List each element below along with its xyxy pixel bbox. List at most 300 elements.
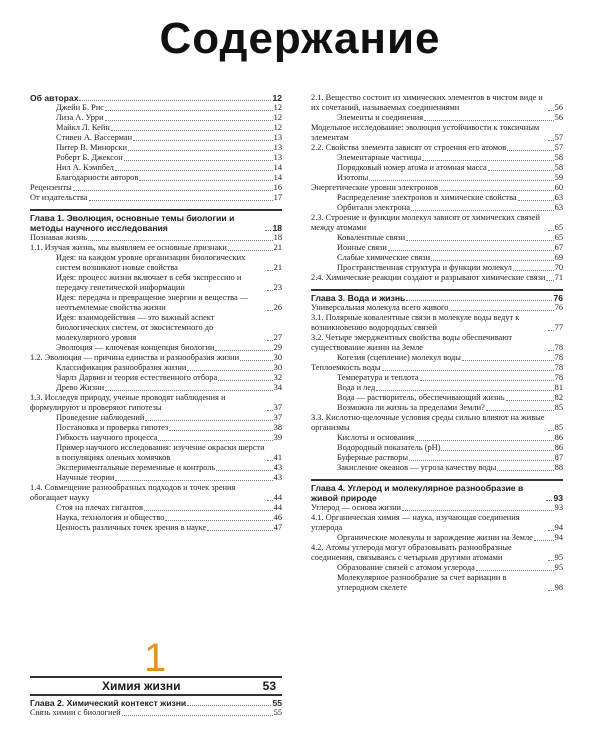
toc-entry-page: 85 bbox=[554, 423, 563, 432]
dot-leader bbox=[267, 460, 273, 461]
toc-entry-page: 23 bbox=[273, 283, 282, 292]
toc-entry-title: Экспериментальные переменные и контроль bbox=[56, 463, 216, 472]
toc-left-bottom bbox=[30, 698, 282, 718]
toc-entry-page: 39 bbox=[273, 433, 282, 442]
toc-entry[interactable] bbox=[311, 263, 563, 273]
toc-entry[interactable] bbox=[311, 233, 563, 243]
toc-entry[interactable] bbox=[30, 163, 282, 173]
toc-entry-page: 30 bbox=[273, 353, 282, 362]
dot-leader bbox=[228, 250, 273, 251]
toc-entry-page: 29 bbox=[273, 343, 282, 352]
toc-entry-title: 2.2. Свойства элемента зависят от строения его атомов bbox=[311, 143, 507, 152]
toc-entry-title: От издательства bbox=[30, 193, 88, 202]
toc-entry[interactable] bbox=[311, 513, 563, 533]
toc-entry-title: Глава 3. Вода и жизнь bbox=[311, 293, 406, 303]
toc-entry-title: Роберт Б. Джексон bbox=[56, 153, 123, 162]
dot-leader bbox=[115, 170, 273, 171]
toc-entry-title: Нил А. Кэмпбел bbox=[56, 163, 114, 172]
toc-entry-page: 60 bbox=[554, 183, 563, 192]
dot-leader bbox=[548, 140, 554, 141]
toc-entry-page: 38 bbox=[273, 423, 282, 432]
toc-entry-title: Слабые химические связи bbox=[337, 253, 431, 262]
toc-entry-title: Вода и лед bbox=[337, 383, 376, 392]
toc-entry-page: 13 bbox=[273, 143, 282, 152]
dot-leader bbox=[411, 210, 554, 211]
toc-entry[interactable] bbox=[311, 353, 563, 363]
toc-entry[interactable] bbox=[30, 153, 282, 163]
toc-entry-page: 44 bbox=[273, 493, 282, 502]
toc-entry-title: Стоя на плечах гигантов bbox=[56, 503, 143, 512]
toc-entry[interactable] bbox=[30, 523, 282, 533]
toc-entry-title: Водородный показатель (pH) bbox=[337, 443, 441, 452]
toc-entry-title: Пример научного исследования: изучение окраски шерсти в популяциях оленьих хомячков bbox=[56, 443, 265, 462]
toc-entry-title: Об авторах bbox=[30, 93, 79, 103]
dot-leader bbox=[105, 120, 273, 121]
dot-leader bbox=[548, 560, 554, 561]
dot-leader bbox=[145, 420, 272, 421]
toc-entry-title: 2.1. Вещество состоит из химических элементов в чистом виде и их сочетаний, называемых соединениями bbox=[311, 93, 543, 112]
dot-leader bbox=[409, 460, 554, 461]
dot-leader bbox=[548, 330, 554, 331]
toc-entry-title: 1.3. Исследуя природу, ученые проводят наблюдения и формулируют и проверяют гипотезы bbox=[30, 393, 226, 412]
dot-leader bbox=[382, 370, 554, 371]
dot-leader bbox=[88, 240, 272, 241]
toc-entry-title: Элементарные частицы bbox=[337, 153, 422, 162]
toc-entry-page: 71 bbox=[554, 273, 563, 282]
toc-entry[interactable] bbox=[311, 183, 563, 193]
toc-entry-title: Глава 1. Эволюция, основные темы биологии и методы научного исследования bbox=[30, 213, 235, 233]
toc-entry-title: Элементы и соединения bbox=[337, 113, 424, 122]
toc-entry-title: Распределение электронов и химические свойства bbox=[337, 193, 517, 202]
toc-entry[interactable] bbox=[311, 453, 563, 463]
toc-entry[interactable] bbox=[30, 293, 282, 313]
toc-entry-title: Модельное исследование: эволюция устойчивости к токсичным элементам bbox=[311, 123, 540, 142]
toc-entry-page: 78 bbox=[554, 363, 563, 372]
toc-entry[interactable] bbox=[311, 313, 563, 333]
toc-entry-title: 4.2. Атомы углерода могут образовывать разнообразные соединения, связываясь с четырьмя другими атомами bbox=[311, 543, 512, 562]
dot-leader bbox=[488, 170, 554, 171]
toc-entry-title: 3.2. Четыре эмерджентных свойства воды обеспечивают существование жизни на Земле bbox=[311, 333, 513, 352]
toc-entry[interactable] bbox=[311, 373, 563, 383]
toc-entry-page: 26 bbox=[273, 303, 282, 312]
toc-entry-title: Углерод — основа жизни bbox=[311, 503, 402, 512]
toc-entry-page: 77 bbox=[554, 323, 563, 332]
toc-entry-page: 94 bbox=[554, 533, 563, 542]
toc-entry-title: Образование связей с атомом углерода bbox=[337, 563, 475, 572]
dot-leader bbox=[548, 110, 554, 111]
part-header bbox=[30, 676, 282, 696]
toc-entry-page: 58 bbox=[554, 153, 563, 162]
toc-entry[interactable] bbox=[30, 93, 282, 103]
dot-leader bbox=[267, 310, 273, 311]
toc-entry-title: Ионные связи bbox=[337, 243, 387, 252]
toc-entry-page: 86 bbox=[554, 443, 563, 452]
toc-entry[interactable] bbox=[311, 303, 563, 313]
toc-entry-page: 94 bbox=[554, 523, 563, 532]
toc-entry-page: 65 bbox=[554, 233, 563, 242]
toc-entry[interactable] bbox=[30, 503, 282, 513]
toc-entry[interactable] bbox=[30, 363, 282, 373]
toc-entry-page: 13 bbox=[273, 133, 282, 142]
toc-entry-title: Изотопы bbox=[337, 173, 369, 182]
toc-entry-title: Ковалентные связи bbox=[337, 233, 406, 242]
dot-leader bbox=[486, 410, 554, 411]
toc-entry[interactable] bbox=[30, 433, 282, 443]
toc-entry-page: 13 bbox=[273, 153, 282, 162]
toc-entry-title: 2.4. Химические реакции создают и разрывают химические связи bbox=[311, 273, 546, 282]
dot-leader bbox=[439, 190, 554, 191]
toc-entry-title: Органические молекулы и зарождение жизни на Земле bbox=[337, 533, 533, 542]
dot-leader bbox=[215, 350, 272, 351]
dot-leader bbox=[187, 705, 271, 706]
dot-leader bbox=[420, 380, 554, 381]
toc-entry[interactable] bbox=[311, 163, 563, 173]
toc-entry-page: 85 bbox=[554, 403, 563, 412]
toc-entry-title: Закисление океанов — угроза качеству воды bbox=[337, 463, 497, 472]
toc-entry-title: Пространственная структура и функции молекул bbox=[337, 263, 512, 272]
toc-entry[interactable] bbox=[30, 273, 282, 293]
toc-entry[interactable] bbox=[311, 393, 563, 403]
toc-entry[interactable] bbox=[311, 413, 563, 433]
toc-entry[interactable] bbox=[30, 413, 282, 423]
toc-entry-page: 14 bbox=[273, 173, 282, 182]
toc-left-column bbox=[30, 93, 282, 533]
toc-entry-title: Глава 4. Углерод и молекулярное разнообразие в живой природе bbox=[311, 483, 524, 503]
dot-leader bbox=[79, 100, 271, 101]
toc-entry[interactable] bbox=[30, 423, 282, 433]
toc-entry-page: 57 bbox=[554, 133, 563, 142]
toc-entry-page: 18 bbox=[272, 223, 282, 233]
dot-leader bbox=[388, 250, 554, 251]
toc-entry[interactable] bbox=[30, 209, 282, 233]
dot-leader bbox=[369, 180, 553, 181]
toc-entry-page: 81 bbox=[554, 383, 563, 392]
toc-entry[interactable] bbox=[311, 203, 563, 213]
toc-entry-page: 65 bbox=[554, 223, 563, 232]
toc-entry-title: Орбитали электрона bbox=[337, 203, 410, 212]
toc-entry[interactable] bbox=[30, 473, 282, 483]
toc-entry-page: 70 bbox=[554, 263, 563, 272]
toc-entry-page: 18 bbox=[273, 233, 282, 242]
toc-entry-title: 4.1. Органическая химия — наука, изучающая соединения углерода bbox=[311, 513, 520, 532]
toc-entry-title: Стивен А. Вассерман bbox=[56, 133, 133, 142]
toc-entry-title: 1.4. Совмещение разнообразных подходов и точек зрения обогащает науку bbox=[30, 483, 236, 502]
toc-entry[interactable] bbox=[30, 133, 282, 143]
toc-entry-title: 1.2. Эволюция — причина единства и разнообразия жизни bbox=[30, 353, 240, 362]
toc-entry-page: 78 bbox=[554, 343, 563, 352]
dot-leader bbox=[548, 590, 554, 591]
toc-entry[interactable] bbox=[30, 123, 282, 133]
toc-entry-page: 12 bbox=[273, 103, 282, 112]
dot-leader bbox=[424, 120, 553, 121]
dot-leader bbox=[105, 110, 273, 111]
toc-entry[interactable] bbox=[311, 123, 563, 143]
toc-entry[interactable] bbox=[311, 289, 563, 303]
toc-entry[interactable] bbox=[30, 143, 282, 153]
dot-leader bbox=[546, 280, 553, 281]
dot-leader bbox=[376, 390, 553, 391]
dot-leader bbox=[507, 150, 553, 151]
toc-entry-page: 46 bbox=[273, 513, 282, 522]
toc-entry-page: 98 bbox=[554, 583, 563, 592]
dot-leader bbox=[548, 350, 554, 351]
toc-entry[interactable] bbox=[30, 698, 282, 708]
dot-leader bbox=[216, 470, 272, 471]
dot-leader bbox=[449, 310, 553, 311]
toc-entry-title: Возможна ли жизнь за пределами Земли? bbox=[337, 403, 485, 412]
toc-entry[interactable] bbox=[30, 253, 282, 273]
toc-entry[interactable] bbox=[30, 103, 282, 113]
toc-entry-page: 30 bbox=[273, 363, 282, 372]
dot-leader bbox=[128, 150, 273, 151]
toc-entry-title: Порядковый номер атома и атомная масса bbox=[337, 163, 487, 172]
dot-leader bbox=[548, 530, 554, 531]
dot-leader bbox=[406, 300, 552, 301]
toc-entry-page: 57 bbox=[554, 143, 563, 152]
dot-leader bbox=[122, 715, 273, 716]
dot-leader bbox=[115, 480, 272, 481]
toc-entry[interactable] bbox=[30, 443, 282, 463]
toc-entry-page: 86 bbox=[554, 433, 563, 442]
toc-entry-title: Кислоты и основания bbox=[337, 433, 415, 442]
toc-entry-page: 43 bbox=[273, 473, 282, 482]
dot-leader bbox=[133, 140, 273, 141]
toc-entry[interactable] bbox=[30, 513, 282, 523]
dot-leader bbox=[431, 260, 554, 261]
dot-leader bbox=[462, 360, 554, 361]
dot-leader bbox=[402, 510, 554, 511]
toc-entry-page: 14 bbox=[273, 163, 282, 172]
toc-entry[interactable] bbox=[311, 143, 563, 153]
toc-entry-page: 12 bbox=[273, 123, 282, 132]
dot-leader bbox=[476, 570, 554, 571]
toc-entry-page: 95 bbox=[554, 563, 563, 572]
toc-entry[interactable] bbox=[311, 253, 563, 263]
toc-entry-title: Универсальная молекула всего живого bbox=[311, 303, 449, 312]
dot-leader bbox=[267, 290, 273, 291]
toc-entry-page: 63 bbox=[554, 203, 563, 212]
toc-entry-title: Гибкость научного процесса bbox=[56, 433, 158, 442]
dot-leader bbox=[240, 360, 273, 361]
dot-leader bbox=[506, 400, 554, 401]
toc-entry[interactable] bbox=[30, 233, 282, 243]
dot-leader bbox=[267, 270, 273, 271]
toc-entry[interactable] bbox=[30, 383, 282, 393]
dot-leader bbox=[207, 530, 272, 531]
toc-entry-page: 78 bbox=[554, 353, 563, 362]
toc-entry-page: 16 bbox=[273, 183, 282, 192]
toc-entry-title: Идея: на каждом уровне организации биологических систем возникают новые свойства bbox=[56, 253, 246, 272]
toc-entry-title: Джейн Б. Рис bbox=[56, 103, 105, 112]
toc-entry[interactable] bbox=[311, 363, 563, 373]
dot-leader bbox=[267, 500, 273, 501]
toc-entry[interactable] bbox=[311, 503, 563, 513]
toc-entry-title: 2.3. Строение и функции молекул зависят от химических связей между атомами bbox=[311, 213, 540, 232]
toc-entry[interactable] bbox=[311, 533, 563, 543]
toc-entry-title: Когезия (сцепление) молекул воды bbox=[337, 353, 461, 362]
dot-leader bbox=[267, 410, 273, 411]
toc-entry[interactable] bbox=[311, 273, 563, 283]
toc-entry[interactable] bbox=[30, 708, 282, 718]
dot-leader bbox=[497, 470, 553, 471]
page-title: Содержание bbox=[159, 14, 441, 63]
toc-entry-title: Познавая жизнь bbox=[30, 233, 88, 242]
toc-entry-title: Древо Жизни bbox=[56, 383, 105, 392]
toc-entry-title: Теплоемкость воды bbox=[311, 363, 381, 372]
toc-entry-title: Научные теории bbox=[56, 473, 115, 482]
dot-leader bbox=[518, 200, 554, 201]
toc-entry-page: 56 bbox=[554, 103, 563, 112]
toc-entry[interactable] bbox=[311, 333, 563, 353]
dot-leader bbox=[111, 130, 273, 131]
dot-leader bbox=[89, 200, 273, 201]
dot-leader bbox=[124, 160, 273, 161]
toc-entry-page: 41 bbox=[273, 453, 282, 462]
dot-leader bbox=[534, 540, 554, 541]
toc-entry[interactable] bbox=[30, 353, 282, 363]
toc-entry-title: Проведение наблюдений bbox=[56, 413, 145, 422]
toc-entry-title: Рецензенты bbox=[30, 183, 72, 192]
toc-entry[interactable] bbox=[311, 403, 563, 413]
toc-entry-page: 21 bbox=[273, 263, 282, 272]
toc-entry[interactable] bbox=[30, 483, 282, 503]
dot-leader bbox=[144, 510, 273, 511]
toc-entry-title: Питер В. Минорски bbox=[56, 143, 128, 152]
toc-entry[interactable] bbox=[311, 173, 563, 183]
toc-entry-page: 37 bbox=[273, 413, 282, 422]
toc-entry-title: Буферные растворы bbox=[337, 453, 409, 462]
toc-entry-page: 93 bbox=[553, 493, 563, 503]
toc-entry-page: 59 bbox=[554, 173, 563, 182]
part-title: Химия жизни bbox=[102, 679, 181, 693]
toc-entry[interactable] bbox=[311, 213, 563, 233]
toc-entry-page: 12 bbox=[273, 113, 282, 122]
toc-entry[interactable] bbox=[311, 463, 563, 473]
toc-entry[interactable] bbox=[30, 393, 282, 413]
toc-entry[interactable] bbox=[30, 313, 282, 343]
toc-entry-page: 87 bbox=[554, 453, 563, 462]
toc-entry-page: 78 bbox=[554, 373, 563, 382]
toc-entry-title: Идея: процесс жизни включает в себя экспрессию и передачу генетической информации bbox=[56, 273, 242, 292]
toc-entry-title: Майкл Л. Кейн bbox=[56, 123, 110, 132]
dot-leader bbox=[139, 180, 272, 181]
toc-entry[interactable] bbox=[311, 573, 563, 593]
toc-entry[interactable] bbox=[311, 113, 563, 123]
toc-entry-page: 56 bbox=[554, 113, 563, 122]
toc-entry[interactable] bbox=[30, 373, 282, 383]
toc-entry-page: 34 bbox=[273, 383, 282, 392]
toc-entry[interactable] bbox=[311, 93, 563, 113]
dot-leader bbox=[415, 440, 553, 441]
toc-entry-title: Наука, технология и общество bbox=[56, 513, 165, 522]
toc-entry-page: 37 bbox=[273, 403, 282, 412]
toc-entry-title: Эволюция — ключевая концепция биологии bbox=[56, 343, 215, 352]
toc-entry-page: 88 bbox=[554, 463, 563, 472]
toc-entry-title: Энергетические уровни электронов bbox=[311, 183, 438, 192]
toc-entry-title: Ценность различных точек зрения в науке bbox=[56, 523, 207, 532]
toc-entry-page: 93 bbox=[554, 503, 563, 512]
toc-entry-page: 12 bbox=[272, 93, 282, 103]
toc-entry-title: Постановка и проверка гипотез bbox=[56, 423, 169, 432]
toc-entry-page: 95 bbox=[554, 553, 563, 562]
toc-entry-page: 76 bbox=[553, 293, 563, 303]
toc-entry[interactable] bbox=[311, 153, 563, 163]
dot-leader bbox=[422, 160, 553, 161]
toc-entry[interactable] bbox=[30, 343, 282, 353]
toc-entry[interactable] bbox=[311, 243, 563, 253]
toc-entry-page: 55 bbox=[272, 698, 282, 708]
dot-leader bbox=[73, 190, 273, 191]
toc-entry[interactable] bbox=[30, 463, 282, 473]
toc-entry-title: 3.3. Кислотно-щелочные условия среды сильно влияют на живые организмы bbox=[311, 413, 545, 432]
dot-leader bbox=[105, 390, 273, 391]
toc-entry-page: 32 bbox=[273, 373, 282, 382]
toc-entry[interactable] bbox=[311, 479, 563, 503]
toc-entry[interactable] bbox=[30, 193, 282, 203]
toc-entry[interactable] bbox=[311, 443, 563, 453]
toc-entry-page: 17 bbox=[273, 193, 282, 202]
toc-entry-page: 21 bbox=[273, 243, 282, 252]
part-page: 53 bbox=[262, 679, 276, 693]
toc-entry-title: Вода — растворитель, обеспечивающий жизнь bbox=[337, 393, 505, 402]
dot-leader bbox=[218, 380, 272, 381]
toc-entry-page: 47 bbox=[273, 523, 282, 532]
toc-entry[interactable] bbox=[30, 173, 282, 183]
toc-entry-title: Идея: передача и превращение энергии и вещества — неотъемлемые свойства жизни bbox=[56, 293, 249, 312]
dot-leader bbox=[406, 240, 553, 241]
part-number: 1 bbox=[144, 636, 167, 680]
dot-leader bbox=[169, 430, 272, 431]
toc-entry-title: Благодарности авторов bbox=[56, 173, 139, 182]
dot-leader bbox=[165, 520, 272, 521]
toc-entry-title: Классификация разнообразия жизни bbox=[56, 363, 187, 372]
toc-entry-page: 67 bbox=[554, 243, 563, 252]
dot-leader bbox=[548, 430, 554, 431]
toc-entry[interactable] bbox=[30, 113, 282, 123]
toc-entry[interactable] bbox=[311, 193, 563, 203]
dot-leader bbox=[548, 230, 554, 231]
toc-entry[interactable] bbox=[30, 243, 282, 253]
toc-entry[interactable] bbox=[311, 383, 563, 393]
toc-right-column bbox=[311, 93, 563, 593]
toc-entry-page: 43 bbox=[273, 463, 282, 472]
toc-entry[interactable] bbox=[311, 543, 563, 563]
toc-entry-title: Лиза А. Урри bbox=[56, 113, 104, 122]
toc-entry-page: 82 bbox=[554, 393, 563, 402]
toc-entry-title: Идея: взаимодействия — это важный аспект биологических систем, от экосистемного до молекулярного уровня bbox=[56, 313, 215, 342]
toc-entry-title: Глава 2. Химический контекст жизни bbox=[30, 698, 187, 708]
dot-leader bbox=[267, 340, 273, 341]
toc-entry[interactable] bbox=[311, 433, 563, 443]
toc-entry-page: 44 bbox=[273, 503, 282, 512]
toc-entry-title: Чарлз Дарвин и теория естественного отбора bbox=[56, 373, 218, 382]
dot-leader bbox=[546, 500, 552, 501]
toc-entry-page: 76 bbox=[554, 303, 563, 312]
dot-leader bbox=[265, 230, 271, 231]
toc-entry-title: 3.1. Полярные ковалентные связи в молекуле воды ведут к возникновению водородных связей bbox=[311, 313, 520, 332]
toc-entry[interactable] bbox=[30, 183, 282, 193]
dot-leader bbox=[187, 370, 272, 371]
dot-leader bbox=[513, 270, 554, 271]
toc-entry[interactable] bbox=[311, 563, 563, 573]
toc-entry-page: 27 bbox=[273, 333, 282, 342]
toc-entry-page: 58 bbox=[554, 163, 563, 172]
toc-entry-title: Температура и теплота bbox=[337, 373, 419, 382]
dot-leader bbox=[441, 450, 553, 451]
toc-entry-page: 63 bbox=[554, 193, 563, 202]
toc-entry-title: 1.1. Изучая жизнь, мы выявляем ее основные признаки bbox=[30, 243, 227, 252]
toc-entry-title: Молекулярное разнообразие за счет вариации в углеродном скелете bbox=[337, 573, 507, 592]
